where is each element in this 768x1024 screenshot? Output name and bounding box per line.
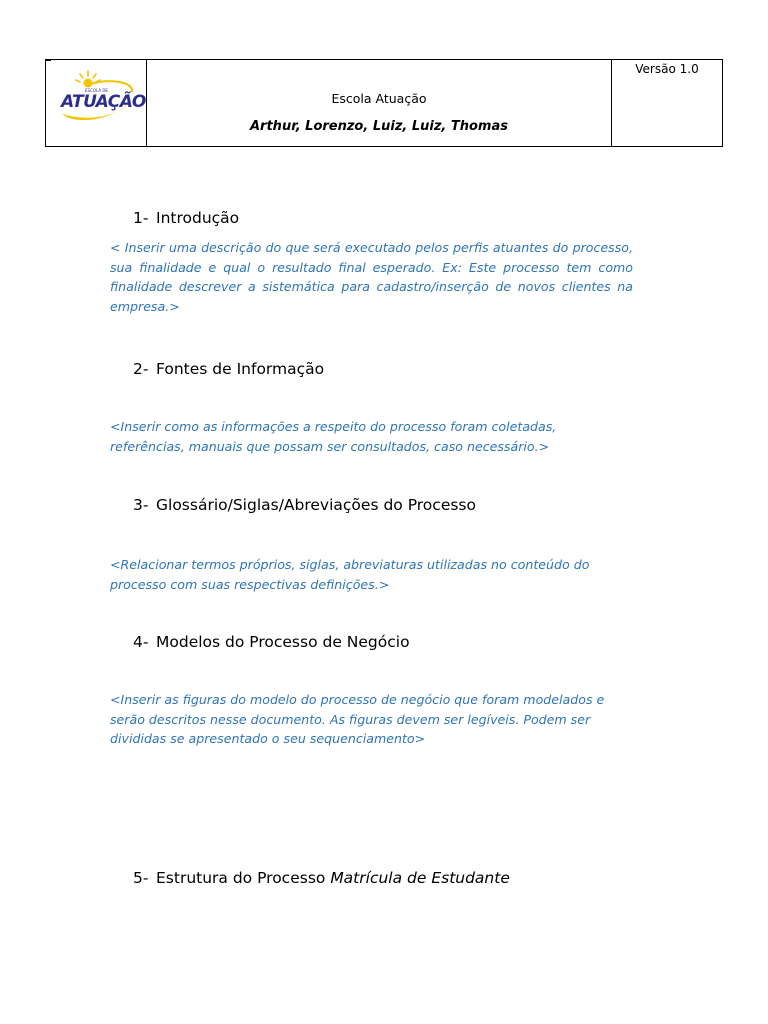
section-title: Glossário/Siglas/Abreviações do Processo bbox=[156, 496, 476, 514]
section-instruction-glossario: <Relacionar termos próprios, siglas, abreviaturas utilizadas no conteúdo do processo com suas respectivas definições.> bbox=[110, 557, 590, 592]
section-heading-introducao bbox=[133, 208, 239, 228]
logo-cell bbox=[46, 60, 147, 147]
section-title: Fontes de Informação bbox=[156, 360, 325, 378]
section-title: Introdução bbox=[156, 209, 240, 227]
section-number: 2- bbox=[133, 360, 149, 378]
version-cell bbox=[612, 60, 723, 147]
section-number: 1- bbox=[133, 209, 149, 227]
section-heading-modelos bbox=[133, 632, 410, 652]
section-instruction-modelos: <Inserir as figuras do modelo do processo de negócio que foram modelados e serão descritos nesse documento. As figuras devem ser legíveis. Podem ser divididas se apresentado o seu sequenciamento> bbox=[110, 692, 605, 746]
process-name: Matrícula de Estudante bbox=[330, 869, 510, 887]
section-instruction-introducao: < Inserir uma descrição do que será executado pelos perfis atuantes do processo, sua finalidade e qual o resultado final esperado. Ex: Este processo tem como finalidade descrever a sistemática para cadastro/inserção de novos clientes na empresa.> bbox=[110, 240, 633, 314]
title-cell bbox=[147, 60, 612, 147]
version-label: Versão 1.0 bbox=[635, 62, 699, 76]
section-heading-estrutura bbox=[133, 868, 510, 888]
authors: Arthur, Lorenzo, Luiz, Luiz, Thomas bbox=[250, 119, 508, 134]
section-number: 4- bbox=[133, 633, 149, 651]
section-instruction-fontes: <Inserir como as informações a respeito do processo foram coletadas, referências, manuais que possam ser consultados, caso necessário.> bbox=[110, 419, 557, 454]
section-heading-fontes bbox=[133, 359, 324, 379]
section-number: 5- bbox=[133, 869, 149, 887]
section-number: 3- bbox=[133, 496, 149, 514]
section-heading-glossario bbox=[133, 495, 476, 515]
section-title: Estrutura do Processo bbox=[156, 869, 331, 887]
logo-small-text: ESCOLA DE bbox=[85, 88, 108, 93]
document-header-table bbox=[45, 59, 723, 147]
logo-text: ATUAÇÃO bbox=[61, 92, 146, 112]
section-title: Modelos do Processo de Negócio bbox=[156, 633, 410, 651]
school-name: Escola Atuação bbox=[331, 91, 427, 106]
